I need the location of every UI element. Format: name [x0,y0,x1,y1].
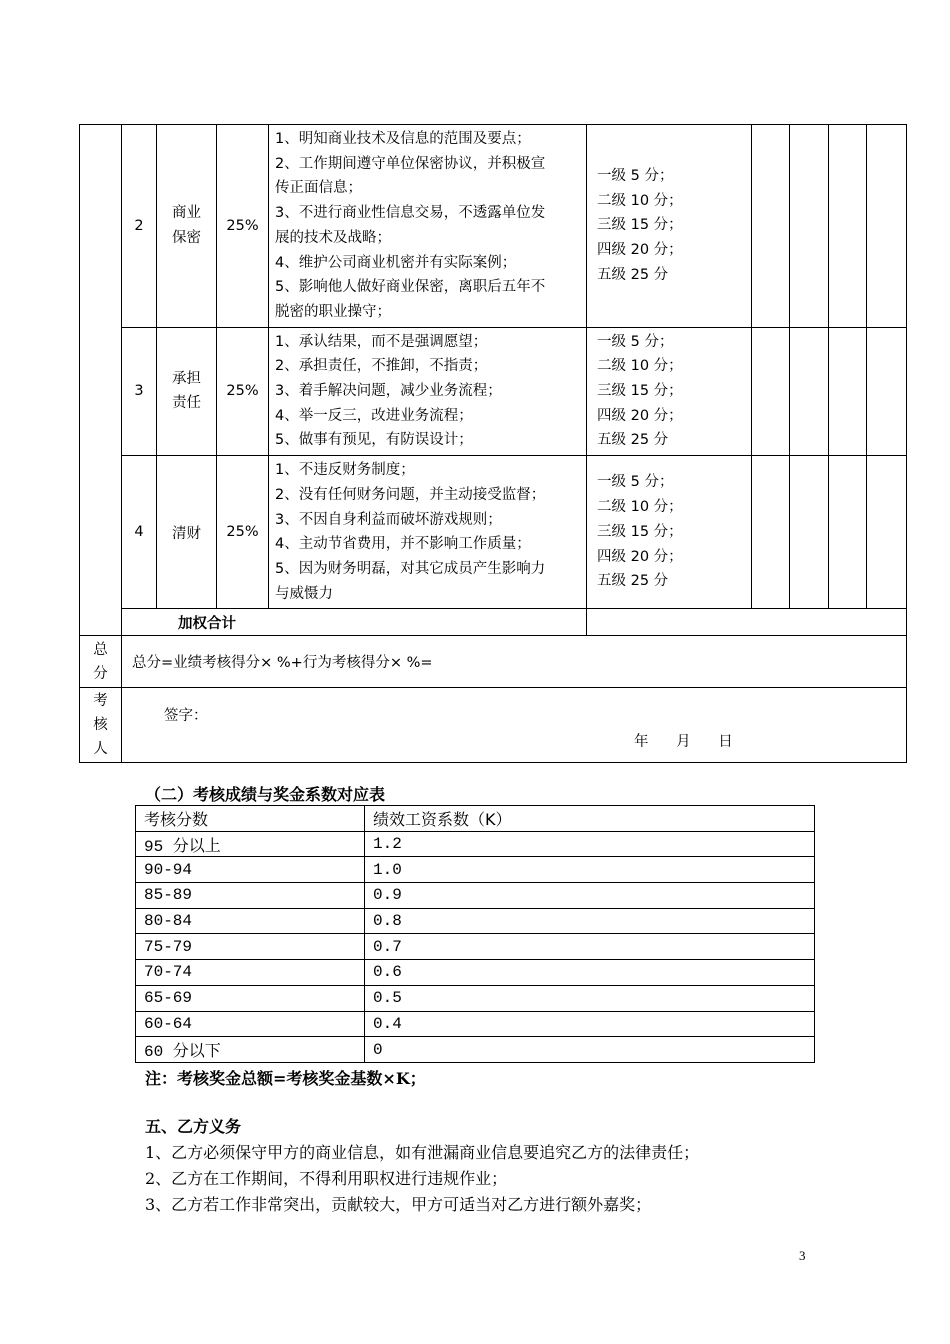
signature-cell[interactable] [122,688,907,763]
item-name: 商业 保密 [157,125,217,328]
score-cell[interactable] [867,327,907,456]
duty-item: 2、乙方在工作期间，不得利用职权进行违规作业； [145,1169,508,1188]
score-cell[interactable] [867,125,907,328]
criteria-cell: 1、承认结果，而不是强调愿望； 2、承担责任，不推卸，不指责； 3、着手解决问题，减少业务流程； 4、举一反三，改进业务流程； 5、做事有预见，有防误设计； [269,327,587,456]
score-cell[interactable] [867,456,907,609]
score-cell[interactable] [829,456,867,609]
note-text: 注：考核奖金总额=考核奖金基数×K； [145,1069,426,1088]
coefficient: 1.0 [365,857,815,883]
score-range: 75-79 [136,934,365,960]
coefficient: 0.7 [365,934,815,960]
assessor-row [80,688,907,763]
weighted-total-value[interactable] [587,609,907,636]
weighted-total-row [80,609,907,636]
row-number: 2 [122,125,157,328]
score-range: 85-89 [136,883,365,909]
score-range: 60-64 [136,1011,365,1037]
table-row [136,960,815,986]
coefficient: 0.8 [365,908,815,934]
levels-cell: 一级 5 分； 二级 10 分； 三级 15 分； 四级 20 分； 五级 25 分 [587,125,752,328]
table-header [136,806,815,832]
table-row [80,456,907,609]
table-row [136,908,815,934]
coefficient-table [135,805,815,1063]
table-row [136,883,815,909]
duty-item: 1、乙方必须保守甲方的商业信息，如有泄漏商业信息要追究乙方的法律责任； [145,1143,700,1162]
assessor-label: 考 核 人 [80,688,122,763]
table-row [136,985,815,1011]
levels-cell: 一级 5 分； 二级 10 分； 三级 15 分； 四级 20 分； 五级 25 分 [587,456,752,609]
evaluation-table [79,124,907,763]
score-range: 80-84 [136,908,365,934]
table-row [136,1037,815,1063]
table-row [136,831,815,857]
score-cell[interactable] [829,125,867,328]
group-cell [80,125,122,636]
date-label: 年 月 日 [634,734,733,751]
score-cell[interactable] [752,125,790,328]
score-cell[interactable] [752,456,790,609]
total-row [80,636,907,688]
item-name: 承担 责任 [157,327,217,456]
duty-item: 3、乙方若工作非常突出，贡献较大，甲方可适当对乙方进行额外嘉奖； [145,1195,652,1214]
coefficient: 0.5 [365,985,815,1011]
coefficient: 0.4 [365,1011,815,1037]
duties-title: 五、乙方义务 [145,1117,242,1136]
table-row [80,125,907,328]
score-range: 70-74 [136,960,365,986]
header-coef: 绩效工资系数（K） [365,806,815,832]
row-number: 4 [122,456,157,609]
section-title: （二）考核成绩与奖金系数对应表 [145,785,386,804]
table-row [136,1011,815,1037]
coefficient: 0 [365,1037,815,1063]
criteria-cell: 1、明知商业技术及信息的范围及要点； 2、工作期间遵守单位保密协议，并积极宣 传正面信息； 3、不进行商业性信息交易，不透露单位发 展的技术及战略； 4、维护公司商业机密并有实际案例； 5、影响他人做好商业保密，离职后五年不 脱密的职业操守； [269,125,587,328]
total-formula: 总分=业绩考核得分× %+行为考核得分× %= [122,636,907,688]
table-row [136,934,815,960]
score-cell[interactable] [790,456,829,609]
score-range: 65-69 [136,985,365,1011]
score-cell[interactable] [829,327,867,456]
item-weight: 25% [217,327,269,456]
score-range: 90-94 [136,857,365,883]
header-score: 考核分数 [136,806,365,832]
table-row [80,327,907,456]
page-number: 3 [799,1248,806,1263]
table-row [136,857,815,883]
coefficient: 1.2 [365,831,815,857]
coefficient: 0.6 [365,960,815,986]
item-weight: 25% [217,125,269,328]
weighted-total-label: 加权合计 [122,609,587,636]
levels-cell: 一级 5 分； 二级 10 分； 三级 15 分； 四级 20 分； 五级 25 分 [587,327,752,456]
score-range: 60 分以下 [136,1037,365,1063]
total-label: 总 分 [80,636,122,688]
score-range: 95 分以上 [136,831,365,857]
score-cell[interactable] [752,327,790,456]
signature-label: 签字： [164,708,208,725]
item-weight: 25% [217,456,269,609]
coefficient: 0.9 [365,883,815,909]
score-cell[interactable] [790,125,829,328]
row-number: 3 [122,327,157,456]
score-cell[interactable] [790,327,829,456]
criteria-cell: 1、不违反财务制度； 2、没有任何财务问题，并主动接受监督； 3、不因自身利益而破坏游戏规则； 4、主动节省费用，并不影响工作质量； 5、因为财务明磊，对其它成员产生影响力 与威慑力 [269,456,587,609]
item-name: 清财 [157,456,217,609]
